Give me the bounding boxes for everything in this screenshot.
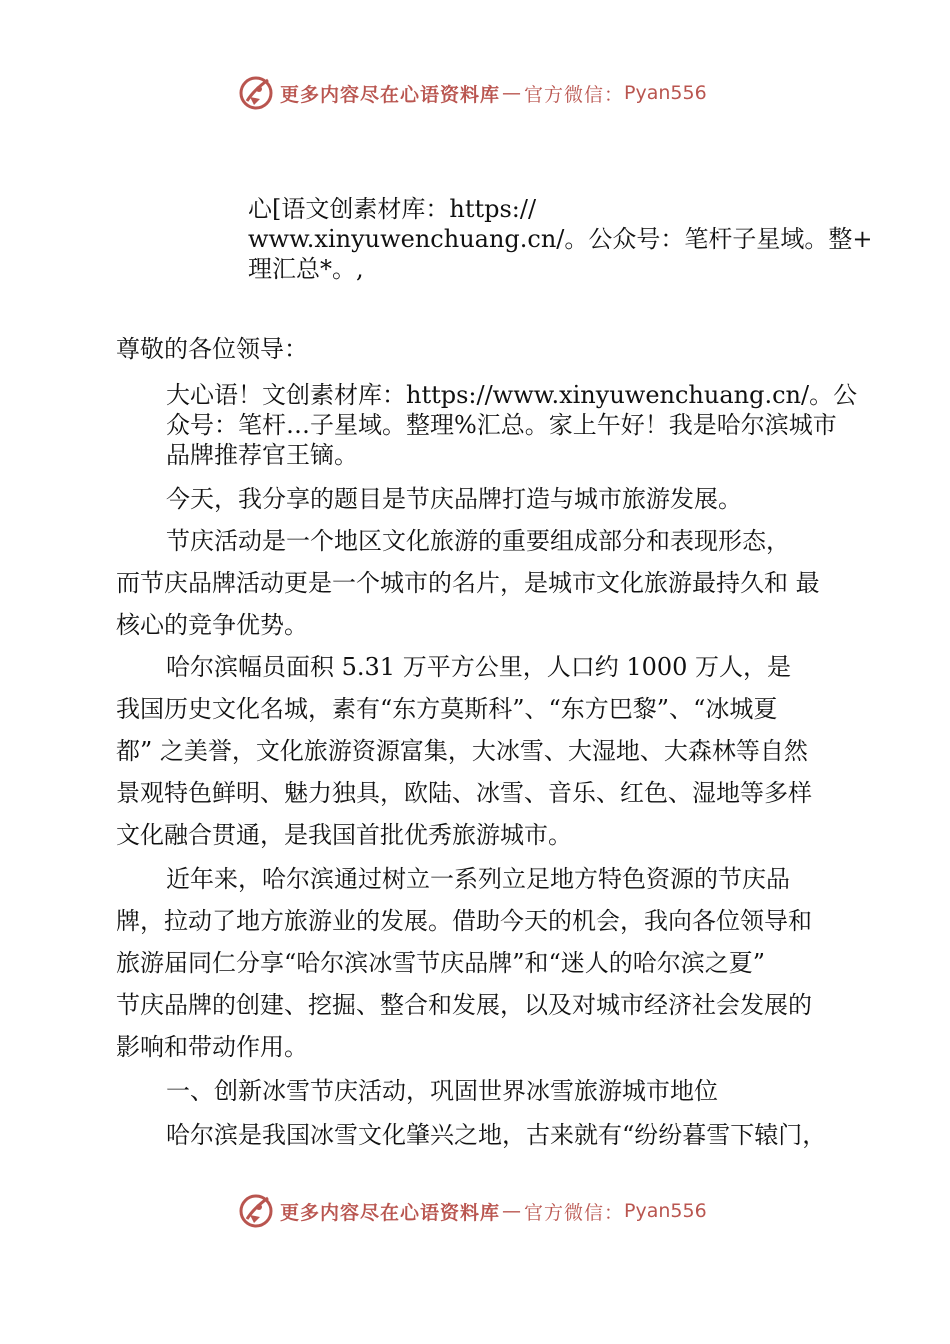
paragraph-line: 都” 之美誉，文化旅游资源富集，大冰雪、大湿地、大森林等自然 xyxy=(116,737,808,765)
paragraph-line: 景观特色鲜明、魅力独具，欧陆、冰雪、音乐、红色、湿地等多样 xyxy=(116,779,812,807)
banner-separator: — xyxy=(502,82,523,104)
banner-main-text: 更多内容尽在心语资料库 xyxy=(280,1201,501,1224)
logo-icon xyxy=(238,75,274,111)
watermark-line: www.xinyuwenchuang.cn/。公众号：笔杆子星域。整+ xyxy=(248,225,873,253)
banner-wechat-label: 官方微信： xyxy=(524,83,625,106)
header-banner xyxy=(238,73,707,113)
footer-banner xyxy=(238,1191,707,1231)
paragraph-line: 大心语！文创素材库：https://www.xinyuwenchuang.cn/。公 xyxy=(166,381,858,409)
paragraph-line: 节庆活动是一个地区文化旅游的重要组成部分和表现形态， xyxy=(166,527,790,555)
paragraph-line: 而节庆品牌活动更是一个城市的名片，是城市文化旅游最持久和 最 xyxy=(116,569,820,597)
paragraph-line: 我国历史文化名城，素有“东方莫斯科”、“东方巴黎”、“冰城夏 xyxy=(116,695,778,723)
paragraph-line: 牌，拉动了地方旅游业的发展。借助今天的机会，我向各位领导和 xyxy=(116,907,812,935)
paragraph-line: 节庆品牌的创建、挖掘、整合和发展，以及对城市经济社会发展的 xyxy=(116,991,812,1019)
watermark-line: 心[语文创素材库：https:// xyxy=(248,195,537,223)
banner-wechat-id: Pyan556 xyxy=(624,82,707,104)
banner-wechat-label: 官方微信： xyxy=(524,1201,625,1224)
salutation: 尊敬的各位领导： xyxy=(116,335,308,363)
paragraph-line: 众号：笔杆…子星域。整理%汇总。家上午好！我是哈尔滨城市 xyxy=(166,411,837,439)
paragraph-line: 哈尔滨是我国冰雪文化肇兴之地，古来就有“纷纷暮雪下辕门， xyxy=(166,1121,827,1149)
paragraph-line: 文化融合贯通，是我国首批优秀旅游城市。 xyxy=(116,821,572,849)
banner-wechat-id: Pyan556 xyxy=(624,1200,707,1222)
paragraph-line: 影响和带动作用。 xyxy=(116,1033,308,1061)
logo-icon xyxy=(238,1193,274,1229)
paragraph-line: 旅游届同仁分享“哈尔滨冰雪节庆品牌”和“迷人的哈尔滨之夏” xyxy=(116,949,766,977)
section-heading: 一、创新冰雪节庆活动，巩固世界冰雪旅游城市地位 xyxy=(166,1077,718,1105)
paragraph-line: 核心的竞争优势。 xyxy=(116,611,308,639)
banner-separator: — xyxy=(502,1200,523,1222)
banner-main-text: 更多内容尽在心语资料库 xyxy=(280,83,501,106)
watermark-line: 理汇总*。, xyxy=(248,255,364,283)
paragraph-line: 近年来，哈尔滨通过树立一系列立足地方特色资源的节庆品 xyxy=(166,865,790,893)
paragraph-line: 今天，我分享的题目是节庆品牌打造与城市旅游发展。 xyxy=(166,485,742,513)
paragraph-line: 哈尔滨幅员面积 5.31 万平方公里，人口约 1000 万人，是 xyxy=(166,653,792,681)
paragraph-line: 品牌推荐官王镝。 xyxy=(166,441,358,469)
